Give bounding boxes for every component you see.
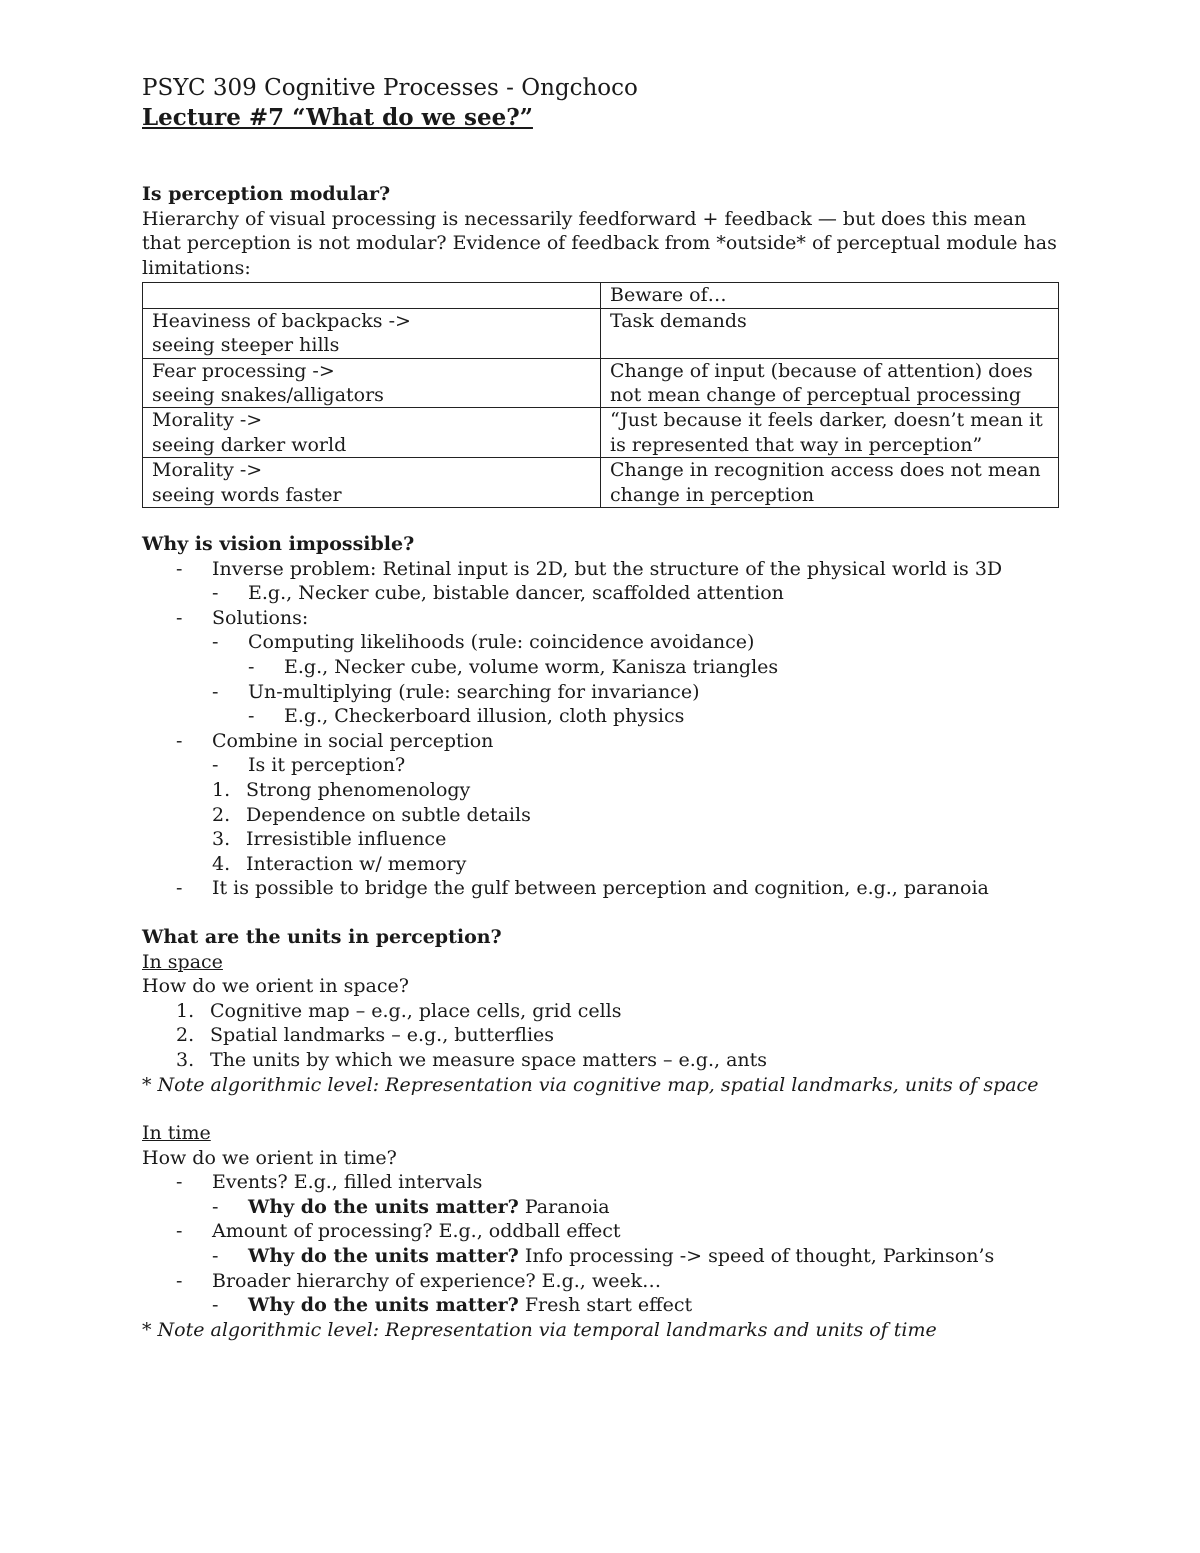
list-item: 3. The units by which we measure space matters – e.g., ants <box>176 1048 768 1071</box>
table-cell: “Just because it feels darker, doesn’t mean it is represented that way in perception” <box>601 408 1059 458</box>
table-header-row <box>143 283 1059 308</box>
section-intro-modular: Hierarchy of visual processing is necessarily feedforward + feedback — but does this mean that perception is not modular? Evidence of feedback from *outside* of perceptual module has limitations: <box>142 207 1057 279</box>
table-cell: Change in recognition access does not mean change in perception <box>601 458 1059 508</box>
list-item: - Why do the units matter? Paranoia <box>212 1195 610 1218</box>
table-cell: Change of input (because of attention) does not mean change of perceptual processing <box>601 358 1059 408</box>
table-cell: Task demands <box>601 308 1059 358</box>
list-item: - Solutions: <box>176 606 309 629</box>
list-item: - It is possible to bridge the gulf between perception and cognition, e.g., paranoia <box>176 877 989 900</box>
table-row <box>143 308 1059 358</box>
table-cell: Fear processing -> seeing snakes/alligators <box>143 358 601 408</box>
list-item: - Why do the units matter? Info processing -> speed of thought, Parkinson’s <box>212 1245 995 1268</box>
list-item: - Broader hierarchy of experience? E.g., week… <box>176 1269 662 1292</box>
table-cell: Morality -> seeing words faster <box>143 458 601 508</box>
table-cell: Heaviness of backpacks -> seeing steeper hills <box>143 308 601 358</box>
space-note: * Note algorithmic level: Representation via cognitive map, spatial landmarks, units of space <box>142 1073 1039 1096</box>
subheading-time: In time <box>142 1122 211 1145</box>
list-item: - Amount of processing? E.g., oddball effect <box>176 1220 621 1243</box>
list-item: 4. Interaction w/ memory <box>212 852 467 875</box>
list-item: - Combine in social perception <box>176 729 494 752</box>
list-item: - Why do the units matter? Fresh start effect <box>212 1294 693 1317</box>
list-item: 2. Spatial landmarks – e.g., butterflies <box>176 1024 555 1047</box>
feedback-table <box>142 282 1059 508</box>
list-item: - Un-multiplying (rule: searching for invariance) <box>212 680 700 703</box>
document-content <box>142 74 1062 1342</box>
table-header-cell <box>143 283 601 308</box>
table-row <box>143 408 1059 458</box>
space-question: How do we orient in space? <box>142 975 409 998</box>
section-heading-modular: Is perception modular? <box>142 183 391 205</box>
list-item: - E.g., Necker cube, bistable dancer, scaffolded attention <box>212 582 784 605</box>
subheading-space: In space <box>142 950 223 973</box>
list-item: 2. Dependence on subtle details <box>212 803 531 826</box>
time-note: * Note algorithmic level: Representation via temporal landmarks and units of time <box>142 1318 937 1341</box>
time-question: How do we orient in time? <box>142 1146 397 1169</box>
section-heading-vision: Why is vision impossible? <box>142 533 415 556</box>
table-row <box>143 358 1059 408</box>
list-item: - Is it perception? <box>212 754 406 777</box>
list-item: - Computing likelihoods (rule: coincidence avoidance) <box>212 631 755 654</box>
list-item: - E.g., Necker cube, volume worm, Kanisza triangles <box>248 656 779 678</box>
list-item: 1. Cognitive map – e.g., place cells, grid cells <box>176 999 622 1022</box>
course-title: PSYC 309 Cognitive Processes - Ongchoco <box>142 75 638 101</box>
list-item: - Events? E.g., filled intervals <box>176 1171 483 1194</box>
table-row <box>143 458 1059 508</box>
list-item: 3. Irresistible influence <box>212 828 447 851</box>
lecture-title: Lecture #7 “What do we see?” <box>142 104 533 131</box>
table-header-cell: Beware of… <box>601 283 1059 308</box>
list-item: - E.g., Checkerboard illusion, cloth physics <box>248 705 685 728</box>
list-item: 1. Strong phenomenology <box>212 778 471 801</box>
section-heading-units: What are the units in perception? <box>142 925 502 948</box>
table-cell: Morality -> seeing darker world <box>143 408 601 458</box>
list-item: - Inverse problem: Retinal input is 2D, but the structure of the physical world is 3D <box>176 557 1003 580</box>
